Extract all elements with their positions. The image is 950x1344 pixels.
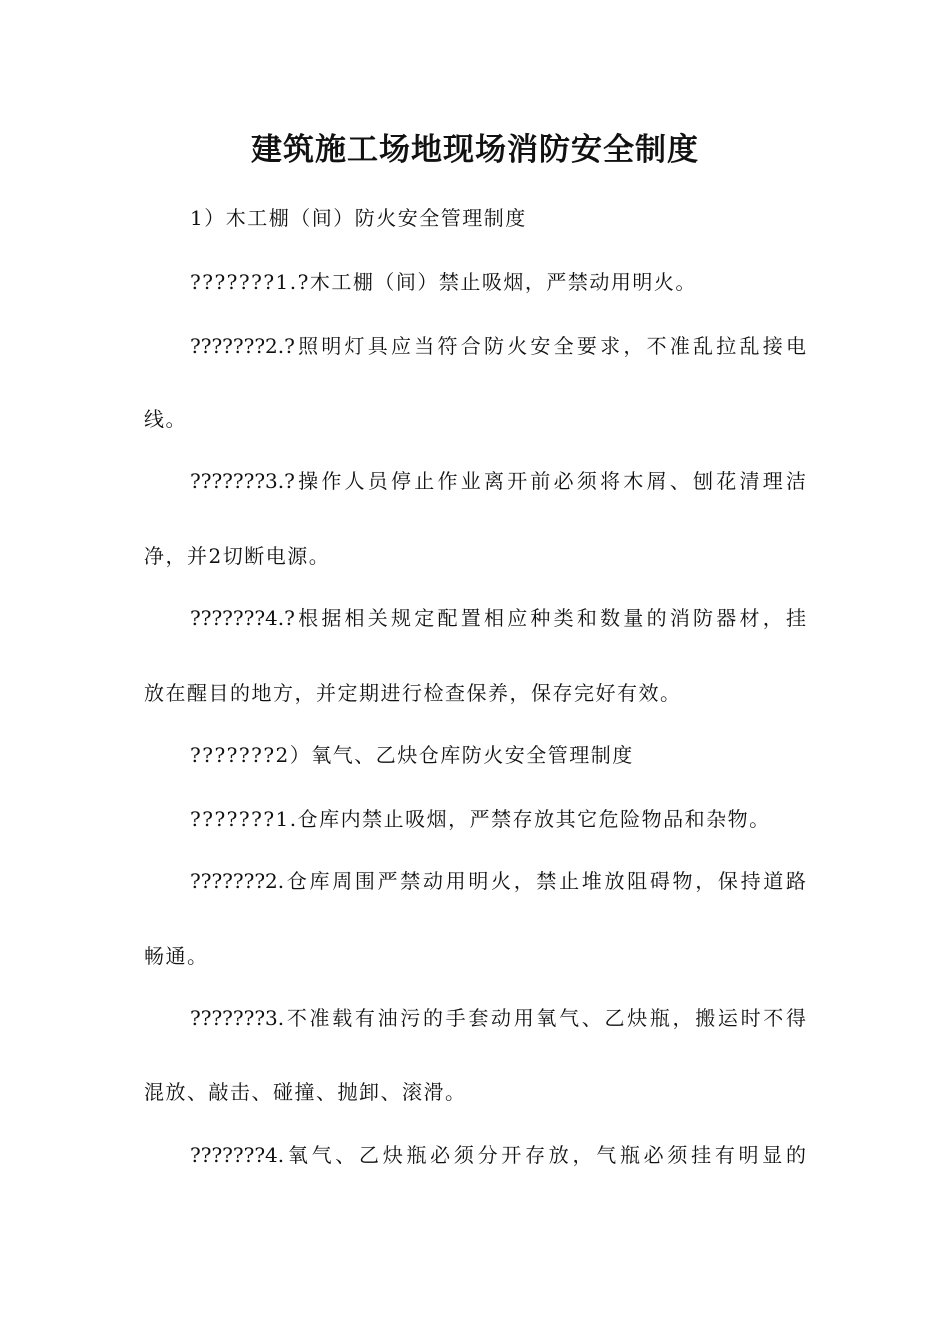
- paragraph-line: 畅通。: [144, 944, 209, 968]
- paragraph-line: ???????3.不准载有油污的手套动用氧气、乙炔瓶，搬运时不得: [190, 1006, 806, 1030]
- paragraph-line: ???????2.?照明灯具应当符合防火安全要求，不准乱拉乱接电: [190, 334, 806, 358]
- section-heading-gas-warehouse: ???????2）氧气、乙炔仓库防火安全管理制度: [190, 743, 634, 767]
- paragraph-line: 混放、敲击、碰撞、抛卸、滚滑。: [144, 1080, 467, 1104]
- document-title: 建筑施工场地现场消防安全制度: [251, 132, 699, 168]
- paragraph-line: ???????4.?根据相关规定配置相应种类和数量的消防器材，挂: [190, 606, 806, 630]
- section-heading-carpentry-shed: 1）木工棚（间）防火安全管理制度: [190, 206, 527, 230]
- paragraph-line: 放在醒目的地方，并定期进行检查保养，保存完好有效。: [144, 681, 682, 705]
- paragraph-line: ???????1.?木工棚（间）禁止吸烟，严禁动用明火。: [190, 270, 697, 294]
- paragraph-line: ???????3.?操作人员停止作业离开前必须将木屑、刨花清理洁: [190, 469, 806, 493]
- paragraph-line: ???????4.氧气、乙炔瓶必须分开存放，气瓶必须挂有明显的: [190, 1143, 806, 1167]
- paragraph-line: ???????2.仓库周围严禁动用明火，禁止堆放阻碍物，保持道路: [190, 869, 806, 893]
- paragraph-line: 净，并2切断电源。: [144, 544, 331, 568]
- paragraph-line: 线。: [144, 407, 187, 431]
- paragraph-line: ???????1.仓库内禁止吸烟，严禁存放其它危险物品和杂物。: [190, 807, 771, 831]
